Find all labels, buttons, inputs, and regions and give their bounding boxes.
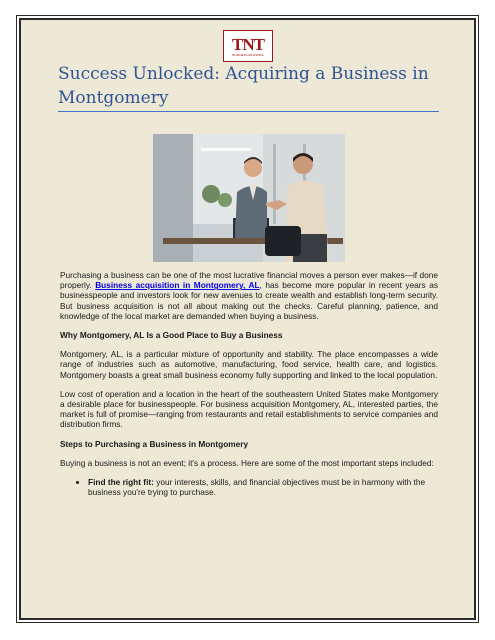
hero-image-handshake	[153, 134, 345, 262]
article-body	[60, 270, 438, 497]
company-logo	[223, 30, 273, 62]
list-item-text: your interests, skills, and financial objectives must be in harmony with the business you're trying to purchase.	[88, 477, 426, 498]
section-heading-why-montgomery: Why Montgomery, AL Is a Good Place to Buy a Business	[60, 330, 283, 341]
intro-paragraph	[60, 270, 438, 321]
section2-paragraph-1: Buying a business is not an event; it's a process. Here are some of the most important steps included:	[60, 457, 434, 468]
section-heading-steps: Steps to Purchasing a Business in Montgomery	[60, 438, 249, 449]
logo-mark: TNT	[232, 34, 264, 54]
list-item-title: Find the right fit:	[88, 477, 154, 488]
section1-paragraph-1: Montgomery, AL, is a particular mixture of opportunity and stability. The place encompasses a wide range of industries such as automotive, manufacturing, food service, health care, and logistics. Montgomery boasts a great small business economy fully supporting and linked to the local population.	[60, 349, 438, 380]
list-item	[88, 477, 438, 497]
document-page	[19, 18, 476, 620]
logo-subtitle: BUSINESS ADVISORS	[232, 52, 264, 57]
steps-list	[60, 477, 438, 497]
intro-text-after: , has become more popular in recent years as businesspeople and investors look for new avenues to create wealth and establish long-term security. But business acquisition is not all about making out the checks. Careful planning, patience, and knowledge of the local market are demanded when buying a business.	[60, 280, 438, 321]
intro-text-before: Purchasing a business can be one of the most lucrative financial moves a person ever makes—if done properly.	[60, 270, 438, 291]
business-acquisition-link[interactable]: Business acquisition in Montgomery, AL	[95, 280, 260, 291]
section1-paragraph-2: Low cost of operation and a location in the heart of the southeastern United States make Montgomery a desirable place for businesspeople. For business acquisition Montgomery, AL, interested parties, the market is full of promise—ranging from restaurants and retail establishments to service companies and distribution firms.	[60, 388, 438, 430]
page-title: Success Unlocked: Acquiring a Business in Montgomery	[58, 64, 429, 108]
title-underline	[58, 111, 439, 112]
